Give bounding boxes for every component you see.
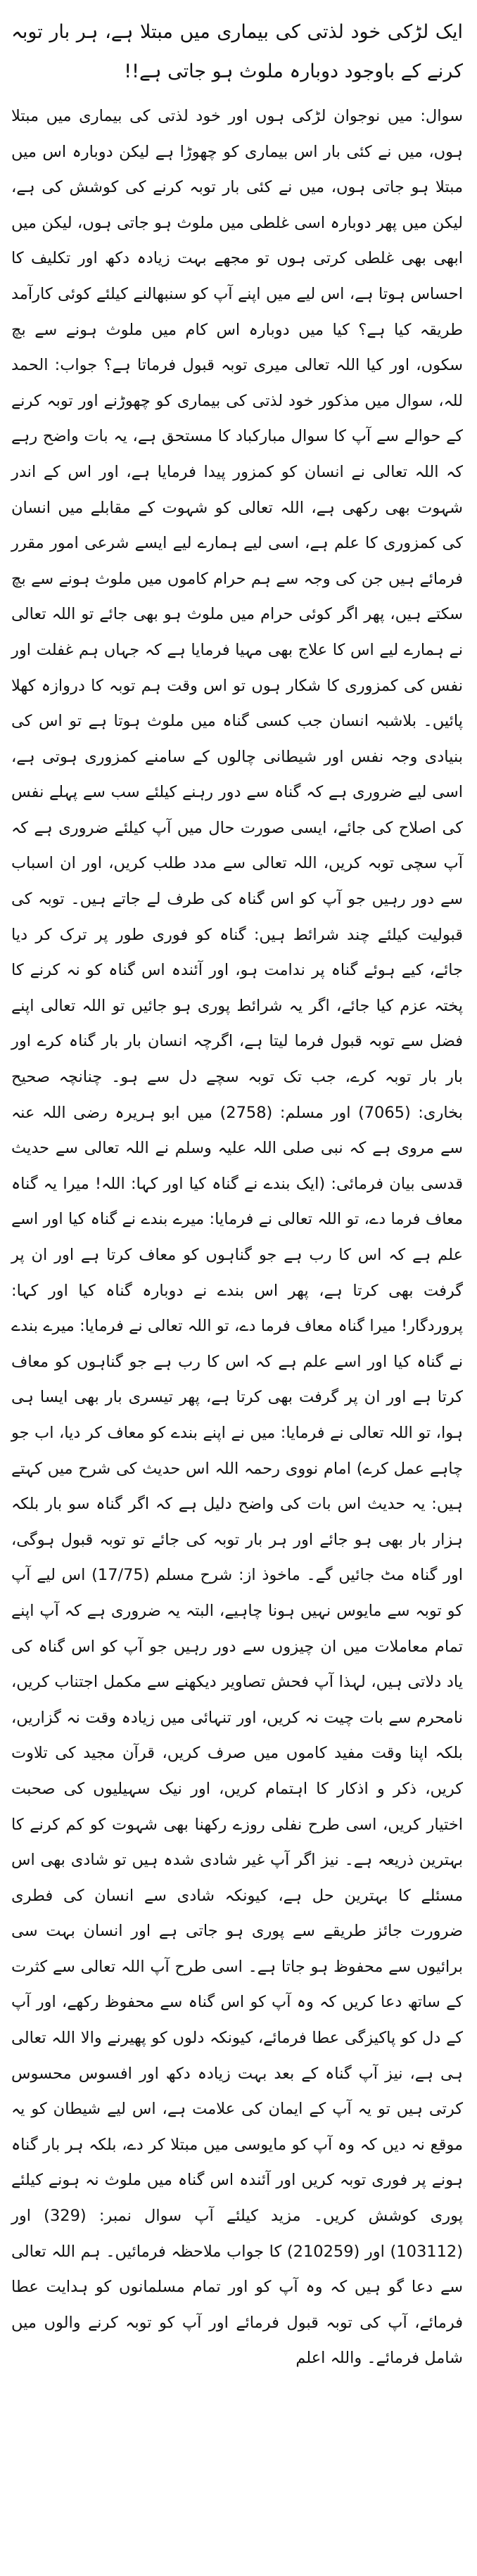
article-body: سوال: میں نوجوان لڑکی ہوں اور خود لذتی کی بیماری میں مبتلا ہوں، میں نے کئی بار اس بیماری کو چھوڑا ہے لیکن دوبارہ اس میں مبتلا ہو جاتی ہوں، میں نے کئی بار توبہ کرنے کی کوشش کی ہے، لیکن میں پھر دوبارہ اسی غلطی میں ملوث ہو جاتی ہوں، لیکن میں ابھی بھی غلطی کرتی ہوں تو مجھے بہت زیادہ دکھ اور تکلیف کا احساس ہوتا ہے، اس لیے میں اپنے آپ کو سنبھالنے کیلئے کوئی کارآمد طریقہ کیا ہے؟ کیا میں دوبارہ اس کام میں ملوث ہونے سے بچ سکوں، اور کیا اللہ تعالی میری توبہ قبول فرماتا ہے؟ جواب: الحمد للہ، سوال میں مذکور خود لذتی کی بیماری کو چھوڑنے اور توبہ کرنے کے حوالے سے آپ کا سوال مبارکباد کا مستحق ہے، یہ بات واضح رہے کہ اللہ تعالی نے انسان کو کمزور پیدا فرمایا ہے، اور اس کے اندر شہوت بھی رکھی ہے، اللہ تعالی کو شہوت کے مقابلے میں انسان کی کمزوری کا علم ہے، اسی لیے ہمارے لیے ایسے شرعی امور مقرر فرمائے ہیں جن کی وجہ سے ہم حرام کاموں میں ملوث ہونے سے بچ سکتے ہیں، پھر اگر کوئی حرام میں ملوث ہو بھی جائے تو اللہ تعالی نے ہمارے لیے اس کا علاج بھی مہیا فرمایا ہے کہ جہاں ہم غفلت اور نفس کی کمزوری کا شکار ہوں تو اس وقت ہم توبہ کا دروازہ کھلا پائیں۔ بلاشبہ انسان جب کسی گناہ میں ملوث ہوتا ہے تو اس کی بنیادی وجہ نفس اور شیطانی چالوں کے سامنے کمزوری ہوتی ہے، اسی لیے ضروری ہے کہ گناہ سے دور رہنے کیلئے سب سے پہلے نفس کی اصلاح کی جائے، ایسی صورت حال میں آپ کیلئے ضروری ہے کہ آپ سچی توبہ کریں، اللہ تعالی سے مدد طلب کریں، اور ان اسباب سے دور رہیں جو آپ کو اس گناہ کی طرف لے جاتے ہیں۔ توبہ کی قبولیت کیلئے چند شرائط ہیں: گناہ کو فوری طور پر ترک کر دیا جائے، کیے ہوئے گناہ پر ندامت ہو، اور آئندہ اس گناہ کو نہ کرنے کا پختہ عزم کیا جائے، اگر یہ شرائط پوری ہو جائیں تو اللہ تعالی اپنے فضل سے توبہ قبول فرما لیتا ہے، اگرچہ انسان بار بار گناہ کرے اور بار بار توبہ کرے، جب تک توبہ سچے دل سے ہو۔ چنانچہ صحیح بخاری: (7065) اور مسلم: (2758) میں ابو ہریرہ رضی اللہ عنہ سے مروی ہے کہ نبی صلی اللہ علیہ وسلم نے اللہ تعالی سے حدیث قدسی بیان فرمائی: (ایک بندے نے گناہ کیا اور کہا: اللہ! میرا یہ گناہ معاف فرما دے، تو اللہ تعالی نے فرمایا: میرے بندے نے گناہ کیا اور اسے علم ہے کہ اس کا رب ہے جو گناہوں کو معاف کرتا ہے اور ان پر گرفت بھی کرتا ہے، پھر اس بندے نے دوبارہ گناہ کیا اور کہا: پروردگار! میرا گناہ معاف فرما دے، تو اللہ تعالی نے فرمایا: میرے بندے نے گناہ کیا اور اسے علم ہے کہ اس کا رب ہے جو گناہوں کو معاف کرتا ہے اور ان پر گرفت بھی کرتا ہے، پھر تیسری بار بھی ایسا ہی ہوا، تو اللہ تعالی نے فرمایا: میں نے اپنے بندے کو معاف کر دیا، اب جو چاہے عمل کرے) امام نووی رحمہ اللہ اس حدیث کی شرح میں کہتے ہیں: یہ حدیث اس بات کی واضح دلیل ہے کہ اگر گناہ سو بار بلکہ ہزار بار بھی ہو جائے اور ہر بار توبہ کی جائے تو توبہ قبول ہوگی، اور گناہ مٹ جائیں گے۔ ماخوذ از: شرح مسلم (17/75) اس لیے آپ کو توبہ سے مایوس نہیں ہونا چاہیے، البتہ یہ ضروری ہے کہ آپ اپنے تمام معاملات میں ان چیزوں سے دور رہیں جو آپ کو اس گناہ کی یاد دلاتی ہیں، لہذا آپ فحش تصاویر دیکھنے سے مکمل اجتناب کریں، نامحرم سے بات چیت نہ کریں، اور تنہائی میں زیادہ وقت نہ گزاریں، بلکہ اپنا وقت مفید کاموں میں صرف کریں، قرآن مجید کی تلاوت کریں، ذکر و اذکار کا اہتمام کریں، اور نیک سہیلیوں کی صحبت اختیار کریں، اسی طرح نفلی روزے رکھنا بھی شہوت کو کم کرنے کا بہترین ذریعہ ہے۔ نیز اگر آپ غیر شادی شدہ ہیں تو شادی بھی اس مسئلے کا بہترین حل ہے، کیونکہ شادی سے انسان کی فطری ضرورت جائز طریقے سے پوری ہو جاتی ہے اور انسان بہت سی برائیوں سے محفوظ ہو جاتا ہے۔ اسی طرح آپ اللہ تعالی سے کثرت کے ساتھ دعا کریں کہ وہ آپ کو اس گناہ سے محفوظ رکھے، اور آپ کے دل کو پاکیزگی عطا فرمائے، کیونکہ دلوں کو پھیرنے والا اللہ تعالی ہی ہے، نیز آپ گناہ کے بعد بہت زیادہ دکھ اور افسوس محسوس کرتی ہیں تو یہ آپ کے ایمان کی علامت ہے، اس لیے شیطان کو یہ موقع نہ دیں کہ وہ آپ کو مایوسی میں مبتلا کر دے، بلکہ ہر بار گناہ ہونے پر فوری توبہ کریں اور آئندہ اس گناہ میں ملوث نہ ہونے کیلئے پوری کوشش کریں۔ مزید کیلئے آپ سوال نمبر: (329) اور (103112) اور (210259) کا جواب ملاحظہ فرمائیں۔ ہم اللہ تعالی سے دعا گو ہیں کہ وہ آپ کو اور تمام مسلمانوں کو ہدایت عطا فرمائے، آپ کی توبہ قبول فرمائے اور آپ کو توبہ کرنے والوں میں شامل فرمائے۔ واللہ اعلم — [11, 107, 464, 2368]
question-title: ایک لڑکی خود لذتی کی بیماری میں مبتلا ہے، ہر بار توبہ کرنے کے باوجود دوبارہ ملوث ہو جاتی ہے!! — [11, 21, 463, 82]
